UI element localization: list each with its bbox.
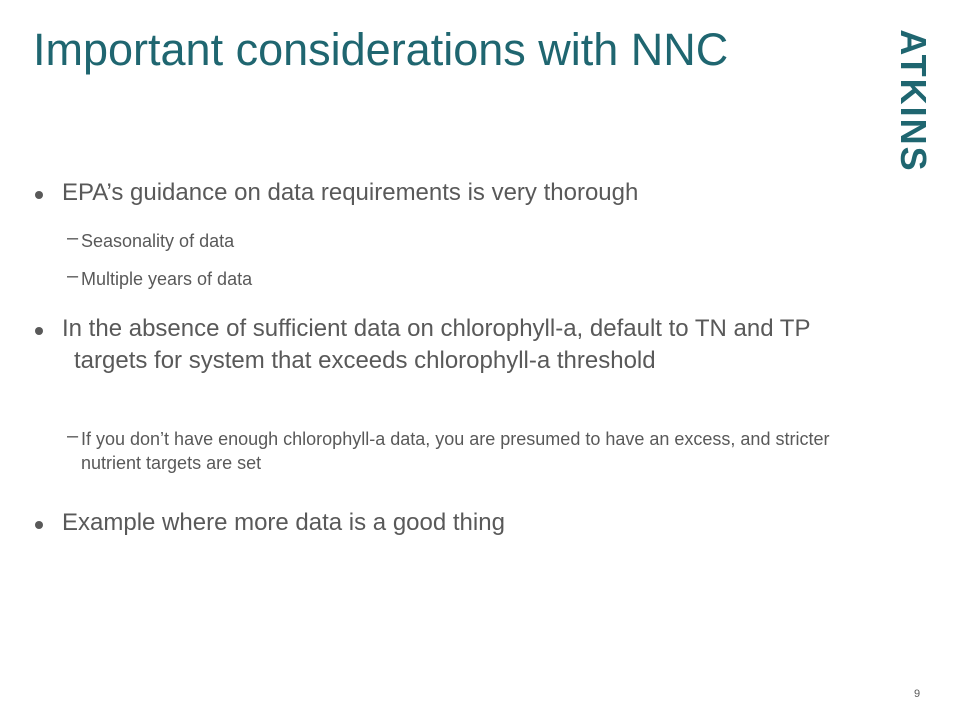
bullet-dot-icon xyxy=(35,191,43,199)
bullet-dot-icon xyxy=(35,521,43,529)
bullet-item-more-data xyxy=(35,507,865,539)
sub-bullet-multiple-years xyxy=(67,267,857,291)
sub-bullet-presumed-excess xyxy=(67,427,867,475)
logo-text: ATKINS xyxy=(893,29,934,173)
bullet-dot-icon xyxy=(35,327,43,335)
bullet-text: In the absence of sufficient data on chlorophyll-a, default to TN and TP targets for system that exceeds chlorophyll-a threshold xyxy=(62,315,811,374)
dash-icon: – xyxy=(67,425,79,447)
bullet-text: EPA’s guidance on data requirements is very thorough xyxy=(62,179,639,206)
sub-bullet-text: If you don’t have enough chlorophyll-a data, you are presumed to have an excess, and stricter nutrient targets are set xyxy=(81,429,830,473)
atkins-logo xyxy=(890,29,936,173)
slide-title: Important considerations with NNC xyxy=(33,24,729,75)
dash-icon: – xyxy=(67,265,79,287)
sub-bullet-text: Seasonality of data xyxy=(81,231,235,251)
bullet-item-chlorophyll-default xyxy=(35,313,865,377)
sub-bullet-text: Multiple years of data xyxy=(81,269,253,289)
sub-bullet-seasonality xyxy=(67,229,857,253)
bullet-text: Example where more data is a good thing xyxy=(62,509,505,536)
dash-icon: – xyxy=(67,227,79,249)
bullet-item-data-requirements xyxy=(35,177,865,209)
page-number: 9 xyxy=(914,688,921,700)
